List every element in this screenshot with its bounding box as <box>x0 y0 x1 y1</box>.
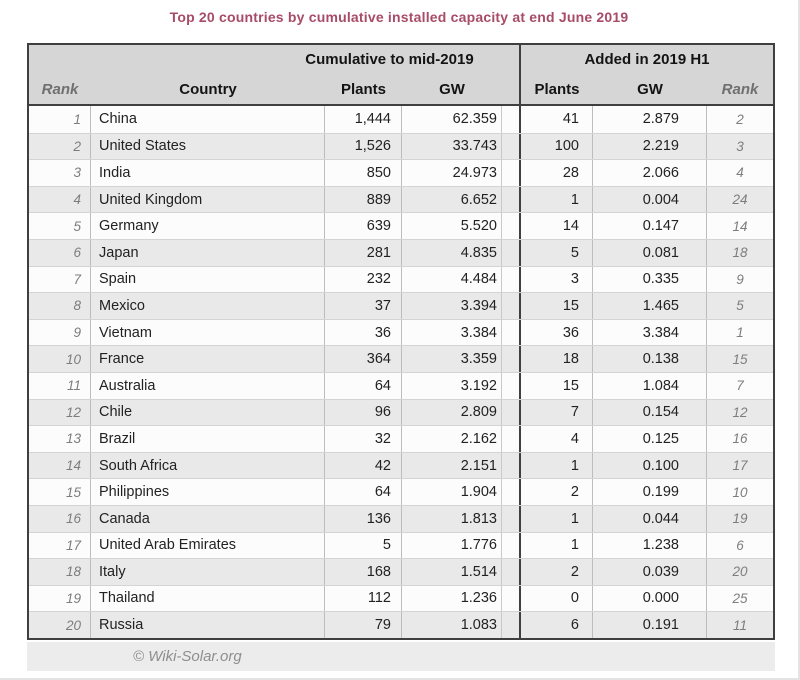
table-row <box>29 399 773 426</box>
plants-added-cell: 14 <box>519 213 593 239</box>
column-header-gw-added: GW <box>637 80 663 98</box>
rank-added-cell: 4 <box>736 165 744 181</box>
page-title: Top 20 countries by cumulative installed capacity at end June 2019 <box>169 9 629 25</box>
section-spacer-cell <box>502 453 519 479</box>
gw-added-cell: 2.879 <box>593 106 707 133</box>
table-row <box>29 558 773 585</box>
rank-cumulative-cell: 12 <box>29 400 91 426</box>
gw-added-cell: 2.066 <box>593 160 707 186</box>
section-spacer-cell <box>502 346 519 372</box>
table-row <box>29 319 773 346</box>
group-header-cumulative: Cumulative to mid-2019 <box>305 51 474 68</box>
plants-cumulative-cell: 639 <box>325 213 402 239</box>
rank-cumulative-cell: 18 <box>29 559 91 585</box>
gw-cumulative-cell: 2.162 <box>402 426 502 452</box>
country-cell: Canada <box>91 506 325 532</box>
country-cell: Germany <box>91 213 325 239</box>
rank-added-cell: 5 <box>736 298 744 314</box>
gw-cumulative-cell: 4.835 <box>402 240 502 266</box>
section-spacer-cell <box>502 426 519 452</box>
plants-cumulative-cell: 168 <box>325 559 402 585</box>
plants-added-cell: 28 <box>519 160 593 186</box>
rank-cumulative-cell: 19 <box>29 586 91 612</box>
plants-added-cell: 1 <box>519 533 593 559</box>
plants-cumulative-cell: 37 <box>325 293 402 319</box>
gw-cumulative-cell: 33.743 <box>402 134 502 160</box>
table-row <box>29 478 773 505</box>
section-spacer-cell <box>502 586 519 612</box>
section-spacer-cell <box>502 559 519 585</box>
plants-cumulative-cell: 1,526 <box>325 134 402 160</box>
rank-added-cell: 7 <box>736 378 744 394</box>
plants-added-cell: 4 <box>519 426 593 452</box>
gw-added-cell: 0.191 <box>593 612 707 638</box>
column-header-rank: Rank <box>41 80 79 98</box>
rank-added-cell: 25 <box>732 590 748 606</box>
rank-added-cell: 20 <box>732 564 748 580</box>
rank-added-cell: 10 <box>732 484 748 500</box>
section-spacer-cell <box>502 293 519 319</box>
plants-added-cell: 2 <box>519 559 593 585</box>
section-spacer-cell <box>502 400 519 426</box>
table-row <box>29 345 773 372</box>
country-cell: Brazil <box>91 426 325 452</box>
plants-added-cell: 1 <box>519 187 593 213</box>
plants-cumulative-cell: 136 <box>325 506 402 532</box>
rank-cumulative-cell: 4 <box>29 187 91 213</box>
column-header-plants-added: Plants <box>519 74 593 104</box>
capacity-table <box>27 43 775 640</box>
table-header <box>29 45 773 106</box>
gw-added-cell: 1.084 <box>593 373 707 399</box>
gw-added-cell: 0.044 <box>593 506 707 532</box>
column-header-country: Country <box>179 80 237 98</box>
column-header-plants-cumulative: Plants <box>340 80 386 98</box>
section-spacer-cell <box>502 160 519 186</box>
plants-added-cell: 15 <box>519 293 593 319</box>
plants-cumulative-cell: 232 <box>325 267 402 293</box>
gw-added-cell: 1.238 <box>593 533 707 559</box>
gw-cumulative-cell: 1.904 <box>402 479 502 505</box>
plants-cumulative-cell: 36 <box>325 320 402 346</box>
section-spacer-cell <box>502 320 519 346</box>
rank-added-cell: 9 <box>736 271 744 287</box>
rank-added-cell: 18 <box>732 245 748 261</box>
table-row <box>29 372 773 399</box>
plants-cumulative-cell: 64 <box>325 373 402 399</box>
plants-cumulative-cell: 5 <box>325 533 402 559</box>
gw-cumulative-cell: 2.809 <box>402 400 502 426</box>
rank-cumulative-cell: 10 <box>29 346 91 372</box>
gw-added-cell: 0.335 <box>593 267 707 293</box>
plants-added-cell: 2 <box>519 479 593 505</box>
section-spacer-cell <box>502 106 519 133</box>
gw-added-cell: 0.147 <box>593 213 707 239</box>
rank-cumulative-cell: 7 <box>29 267 91 293</box>
gw-cumulative-cell: 1.514 <box>402 559 502 585</box>
rank-cumulative-cell: 3 <box>29 160 91 186</box>
table-row <box>29 266 773 293</box>
gw-cumulative-cell: 1.083 <box>402 612 502 638</box>
gw-cumulative-cell: 1.776 <box>402 533 502 559</box>
rank-added-cell: 19 <box>732 511 748 527</box>
plants-added-cell: 100 <box>519 134 593 160</box>
gw-added-cell: 0.004 <box>593 187 707 213</box>
plants-added-cell: 36 <box>519 320 593 346</box>
plants-added-cell: 7 <box>519 400 593 426</box>
table-row <box>29 611 773 638</box>
country-cell: South Africa <box>91 453 325 479</box>
rank-added-cell: 14 <box>732 218 748 234</box>
group-header-spacer <box>29 45 260 74</box>
rank-added-cell: 16 <box>732 431 748 447</box>
table-row <box>29 505 773 532</box>
rank-cumulative-cell: 14 <box>29 453 91 479</box>
section-spacer-cell <box>502 267 519 293</box>
plants-added-cell: 18 <box>519 346 593 372</box>
gw-added-cell: 0.100 <box>593 453 707 479</box>
gw-cumulative-cell: 6.652 <box>402 187 502 213</box>
group-header-added: Added in 2019 H1 <box>519 45 773 74</box>
plants-cumulative-cell: 112 <box>325 586 402 612</box>
plants-cumulative-cell: 96 <box>325 400 402 426</box>
section-spacer-cell <box>502 187 519 213</box>
plants-added-cell: 41 <box>519 106 593 133</box>
gw-added-cell: 3.384 <box>593 320 707 346</box>
rank-cumulative-cell: 20 <box>29 612 91 638</box>
section-spacer-cell <box>502 213 519 239</box>
section-spacer-cell <box>502 373 519 399</box>
country-cell: Vietnam <box>91 320 325 346</box>
plants-added-cell: 1 <box>519 506 593 532</box>
country-cell: China <box>91 106 325 133</box>
section-spacer-cell <box>502 533 519 559</box>
gw-cumulative-cell: 2.151 <box>402 453 502 479</box>
country-cell: Russia <box>91 612 325 638</box>
rank-cumulative-cell: 16 <box>29 506 91 532</box>
gw-cumulative-cell: 4.484 <box>402 267 502 293</box>
gw-added-cell: 0.000 <box>593 586 707 612</box>
table-row <box>29 186 773 213</box>
rank-added-cell: 1 <box>736 325 744 341</box>
gw-cumulative-cell: 1.813 <box>402 506 502 532</box>
country-cell: Mexico <box>91 293 325 319</box>
table-row <box>29 106 773 133</box>
section-spacer-cell <box>502 134 519 160</box>
plants-cumulative-cell: 364 <box>325 346 402 372</box>
gw-cumulative-cell: 24.973 <box>402 160 502 186</box>
rank-cumulative-cell: 15 <box>29 479 91 505</box>
table-row <box>29 452 773 479</box>
plants-added-cell: 1 <box>519 453 593 479</box>
plants-cumulative-cell: 889 <box>325 187 402 213</box>
plants-added-cell: 5 <box>519 240 593 266</box>
gw-added-cell: 2.219 <box>593 134 707 160</box>
rank-cumulative-cell: 9 <box>29 320 91 346</box>
table-row <box>29 585 773 612</box>
rank-cumulative-cell: 11 <box>29 373 91 399</box>
country-cell: Thailand <box>91 586 325 612</box>
gw-cumulative-cell: 3.394 <box>402 293 502 319</box>
rank-added-cell: 17 <box>732 458 748 474</box>
plants-added-cell: 0 <box>519 586 593 612</box>
plants-cumulative-cell: 281 <box>325 240 402 266</box>
country-cell: Australia <box>91 373 325 399</box>
rank-added-cell: 2 <box>736 111 744 127</box>
country-cell: United Kingdom <box>91 187 325 213</box>
rank-added-cell: 15 <box>732 351 748 367</box>
rank-cumulative-cell: 13 <box>29 426 91 452</box>
country-cell: Chile <box>91 400 325 426</box>
rank-added-cell: 3 <box>736 138 744 154</box>
table-footer <box>27 642 775 671</box>
plants-cumulative-cell: 79 <box>325 612 402 638</box>
rank-cumulative-cell: 1 <box>29 106 91 133</box>
country-cell: United Arab Emirates <box>91 533 325 559</box>
column-header-gw-cumulative: GW <box>439 80 465 98</box>
section-spacer-cell <box>502 479 519 505</box>
country-cell: Spain <box>91 267 325 293</box>
rank-added-cell: 12 <box>732 404 748 420</box>
rank-cumulative-cell: 2 <box>29 134 91 160</box>
section-spacer-cell <box>502 612 519 638</box>
gw-added-cell: 0.199 <box>593 479 707 505</box>
gw-cumulative-cell: 62.359 <box>402 106 502 133</box>
copyright-text: © Wiki-Solar.org <box>133 648 242 665</box>
rank-cumulative-cell: 6 <box>29 240 91 266</box>
gw-cumulative-cell: 3.384 <box>402 320 502 346</box>
gw-added-cell: 0.081 <box>593 240 707 266</box>
gw-added-cell: 0.154 <box>593 400 707 426</box>
country-cell: Italy <box>91 559 325 585</box>
section-spacer-cell <box>502 506 519 532</box>
table-row <box>29 425 773 452</box>
gw-cumulative-cell: 1.236 <box>402 586 502 612</box>
rank-cumulative-cell: 17 <box>29 533 91 559</box>
gw-added-cell: 0.039 <box>593 559 707 585</box>
column-header-rank-added: Rank <box>721 80 759 98</box>
table-row <box>29 532 773 559</box>
table-row <box>29 159 773 186</box>
rank-added-cell: 11 <box>732 617 747 633</box>
rank-added-cell: 24 <box>732 192 748 208</box>
gw-added-cell: 0.138 <box>593 346 707 372</box>
gw-added-cell: 1.465 <box>593 293 707 319</box>
rank-cumulative-cell: 5 <box>29 213 91 239</box>
rank-added-cell: 6 <box>736 537 744 553</box>
plants-cumulative-cell: 32 <box>325 426 402 452</box>
rank-cumulative-cell: 8 <box>29 293 91 319</box>
plants-added-cell: 6 <box>519 612 593 638</box>
plants-added-cell: 3 <box>519 267 593 293</box>
gw-cumulative-cell: 3.359 <box>402 346 502 372</box>
section-spacer-cell <box>502 240 519 266</box>
table-row <box>29 239 773 266</box>
country-cell: France <box>91 346 325 372</box>
plants-cumulative-cell: 1,444 <box>325 106 402 133</box>
table-body <box>29 106 773 638</box>
table-row <box>29 292 773 319</box>
plants-cumulative-cell: 64 <box>325 479 402 505</box>
plants-added-cell: 15 <box>519 373 593 399</box>
country-cell: United States <box>91 134 325 160</box>
table-row <box>29 133 773 160</box>
table-row <box>29 212 773 239</box>
plants-cumulative-cell: 850 <box>325 160 402 186</box>
country-cell: India <box>91 160 325 186</box>
country-cell: Philippines <box>91 479 325 505</box>
gw-cumulative-cell: 5.520 <box>402 213 502 239</box>
gw-cumulative-cell: 3.192 <box>402 373 502 399</box>
gw-added-cell: 0.125 <box>593 426 707 452</box>
country-cell: Japan <box>91 240 325 266</box>
plants-cumulative-cell: 42 <box>325 453 402 479</box>
